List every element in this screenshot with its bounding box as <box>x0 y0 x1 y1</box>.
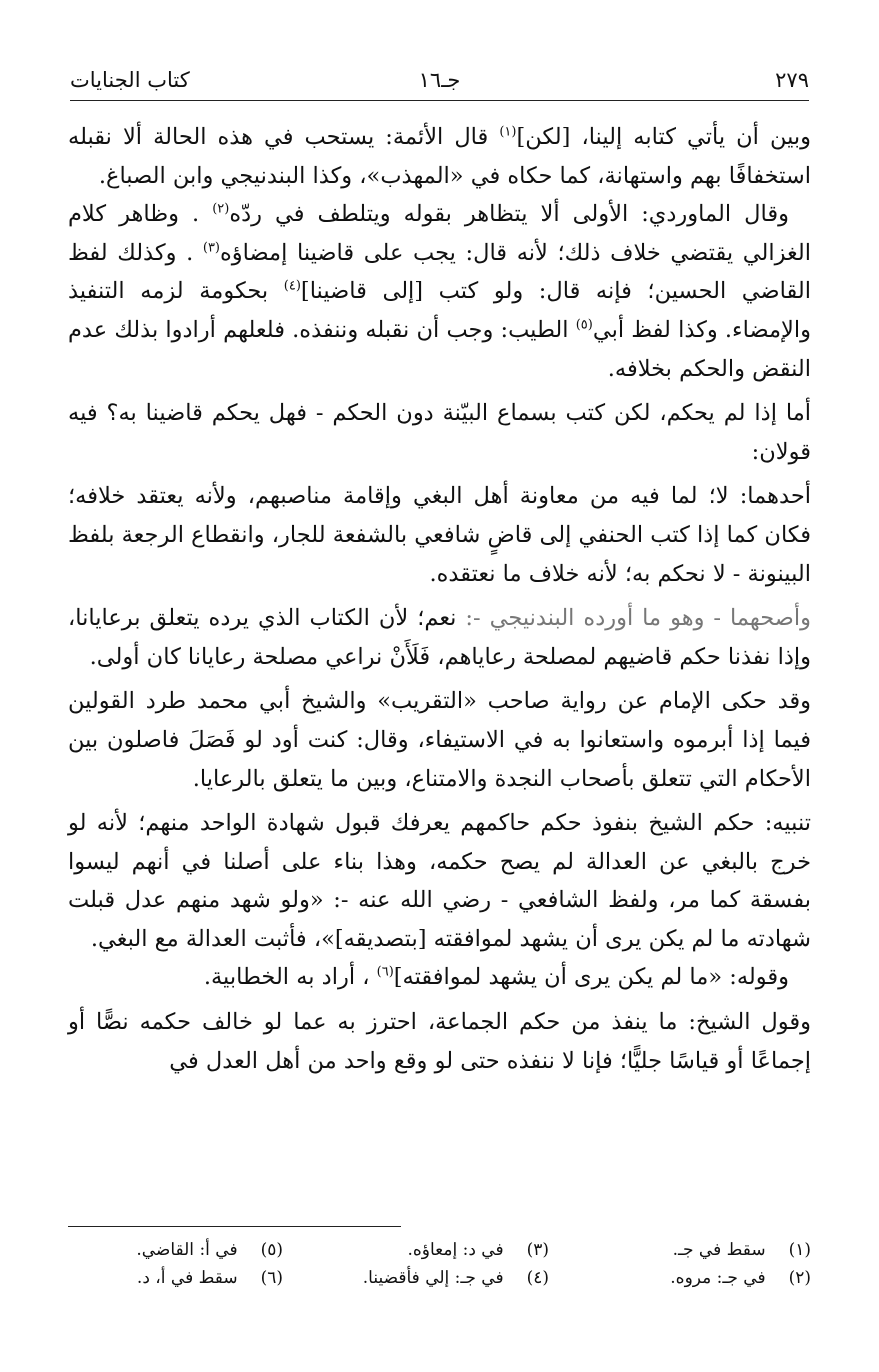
paragraph <box>68 958 811 997</box>
paragraph <box>68 118 811 195</box>
text-segment: . وظاهر كلام الغزالي يقتضي خلاف ذلك؛ لأنه قال: يجب على قاضينا إمضاؤه <box>68 201 811 266</box>
footnote-column <box>53 1236 283 1292</box>
text-segment: بحكومة لزمه التنفيذ والإمضاء. وكذا لفظ أبي <box>68 278 812 343</box>
footnote-reference: (٢) <box>212 201 230 217</box>
paragraph <box>68 682 811 798</box>
main-text <box>68 118 811 1080</box>
paragraph <box>68 394 811 471</box>
book-title: كتاب الجنايات <box>70 68 190 92</box>
footnote-number: (٥) <box>260 1240 283 1260</box>
text-segment: قال الأئمة: يستحب في هذه الحالة ألا نقبله استخفافًا بهم واستهانة، كما حكاه في «المهذب»، وكذا البندنيجي وابن الصباغ. <box>68 124 811 189</box>
footnote-rule <box>68 1226 401 1227</box>
footnote-number: (٣) <box>526 1240 549 1260</box>
paragraph <box>68 599 811 676</box>
footnote-item <box>319 1264 549 1292</box>
footnote-reference: (٦) <box>376 964 394 980</box>
volume-label: جـ١٦ <box>418 68 461 92</box>
footnote-text: في جـ: مروه. <box>670 1268 766 1288</box>
paragraph <box>68 195 811 388</box>
footnote-item <box>53 1264 283 1292</box>
footnote-reference: (٣) <box>202 240 220 256</box>
text-segment: أحدهما: لا؛ لما فيه من معاونة أهل البغي وإقامة مناصبهم، ولأنه يعتقد خلافه؛ فكان كما إذا كتب الحنفي إلى قاضٍ شافعي بالشفعة للجار، وانقطاع الرجعة بلفظ البينونة - لا نحكم به؛ لأنه خلاف ما نعتقده. <box>68 483 811 587</box>
footnote-reference: (٥) <box>575 317 593 333</box>
footnote-column <box>319 1236 549 1292</box>
footnote-number: (٤) <box>526 1268 549 1288</box>
footnote-item <box>319 1236 549 1264</box>
footnote-column <box>581 1236 811 1292</box>
page-number: ٢٧٩ <box>775 68 809 92</box>
text-segment: الطيب: وجب أن نقبله وننفذه. فلعلهم أرادوا بذلك عدم النقض والحكم بخلافه. <box>68 316 811 382</box>
footnote-text: في أ: القاضي. <box>136 1240 238 1260</box>
footnote-number: (١) <box>788 1240 811 1260</box>
text-segment: وقد حكى الإمام عن رواية صاحب «التقريب» والشيخ أبي محمد طرد القولين فيما إذا أبرموه واستعانوا به في الاستيفاء، وقال: كنت أود لو فَصَلَ فاصلون بين الأحكام التي تتعلق بأصحاب النجدة والامتناع، وبين ما يتعلق بالرعايا. <box>68 688 811 792</box>
faded-text-segment: وأصحهما - وهو ما أورده البندنيجي -: <box>456 605 811 632</box>
footnote-text: في د: إمعاؤه. <box>407 1240 504 1260</box>
footnote-number: (٦) <box>260 1268 283 1288</box>
text-segment: وقوله: «ما لم يكن يرى أن يشهد لموافقته] <box>393 964 789 991</box>
text-segment: أما إذا لم يحكم، لكن كتب بسماع البيّنة دون الحكم - فهل يحكم قاضينا به؟ فيه قولان: <box>68 400 811 465</box>
running-head <box>70 62 809 98</box>
text-segment: ، أراد به الخطابية. <box>203 964 377 991</box>
footnote-item <box>53 1236 283 1264</box>
text-segment: . وكذلك لفظ القاضي الحسين؛ فإنه قال: ولو كتب [إلى قاضينا] <box>68 239 811 305</box>
paragraph <box>68 477 811 593</box>
text-segment: تنبيه: حكم الشيخ بنفوذ حكم حاكمهم يعرفك قبول شهادة الواحد منهم؛ لأنه لو خرج بالبغي عن العدالة لم يصح حكمه، وهذا بناء على أصلنا في أنهم ليسوا بفسقة كما مر، ولفظ الشافعي - رضي الله عنه -: «ولو شهد منهم عدل قبلت شهادته ما لم يكن يرى أن يشهد لموافقته [بتصديقه]»، فأثبت العدالة مع البغي. <box>68 810 811 952</box>
footnote-item <box>581 1236 811 1264</box>
text-segment: نعم؛ لأن الكتاب الذي يرده يتعلق برعايانا، وإذا نفذنا حكم قاضيهم لمصلحة رعاياهم، فَلَأَنْ نراعي مصلحة رعايانا كان أولى. <box>68 605 811 670</box>
paragraph <box>68 804 811 958</box>
footnote-text: سقط في جـ. <box>672 1240 766 1260</box>
footnote-text: في جـ: إلي فأقضينا. <box>362 1268 504 1288</box>
header-rule <box>70 100 809 101</box>
footnote-number: (٢) <box>788 1268 811 1288</box>
footnote-text: سقط في أ، د. <box>136 1268 238 1288</box>
text-segment: وقال الماوردي: الأولى ألا يتظاهر بقوله ويتلطف في ردّه <box>229 201 789 228</box>
footnote-reference: (١) <box>499 124 517 140</box>
footnote-reference: (٤) <box>283 278 301 294</box>
footnote-item <box>581 1264 811 1292</box>
paragraph <box>68 1003 811 1080</box>
text-segment: وبين أن يأتي كتابه إلينا، [لكن] <box>516 124 811 150</box>
text-segment: وقول الشيخ: ما ينفذ من حكم الجماعة، احترز به عما لو خالف حكمه نصًّا أو إجماعًا أو قياسًا جليًّا؛ فإنا لا ننفذه حتى لو وقع واحد من أهل العدل في <box>68 1009 811 1074</box>
